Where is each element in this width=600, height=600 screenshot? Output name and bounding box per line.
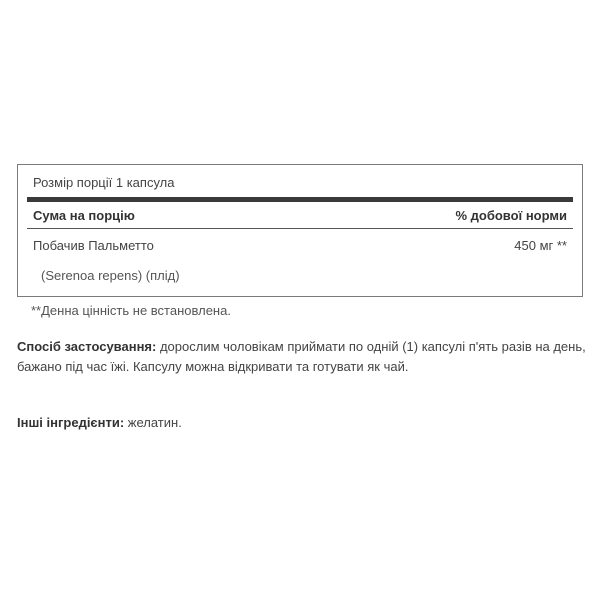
usage-label: Спосіб застосування: — [17, 339, 157, 354]
other-ingredients-paragraph — [17, 413, 587, 433]
usage-paragraph — [17, 337, 587, 377]
thick-divider — [27, 197, 573, 202]
amount-per-serving-header: Сума на порцію — [33, 208, 135, 223]
thin-divider — [27, 228, 573, 229]
ingredient-detail: (Serenoa repens) (плід) — [41, 268, 180, 283]
serving-size: Розмір порції 1 капсула — [33, 175, 175, 190]
usage-text: дорослим чоловікам приймати по одній (1) капсулі п'ять разів на день, бажано під час їжі. Капсулу можна відкривати та готувати як чай. — [17, 339, 586, 374]
daily-value-footnote: **Денна цінність не встановлена. — [31, 303, 231, 318]
other-ingredients-label: Інші інгредієнти: — [17, 415, 125, 430]
daily-value-header: % добової норми — [455, 208, 567, 223]
supplement-facts-panel — [17, 164, 583, 297]
ingredient-name: Побачив Пальметто — [33, 238, 154, 253]
other-ingredients-text: желатин. — [124, 415, 182, 430]
ingredient-amount: 450 мг ** — [514, 238, 567, 253]
